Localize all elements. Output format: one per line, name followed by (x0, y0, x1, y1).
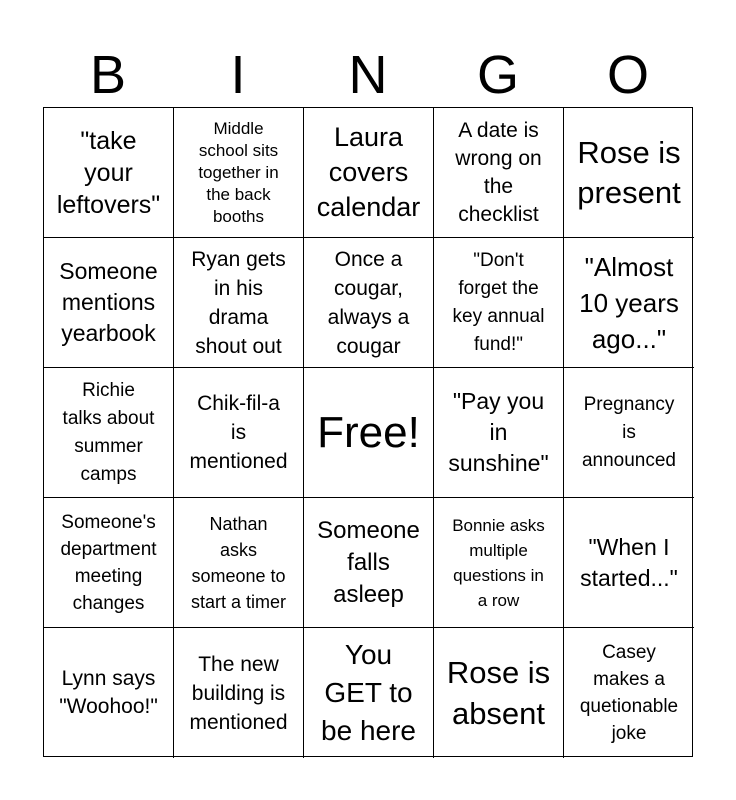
bingo-square[interactable]: Someone falls asleep (304, 498, 434, 628)
bingo-square[interactable]: Pregnancy is announced (564, 368, 694, 498)
bingo-square[interactable]: Rose is absent (434, 628, 564, 758)
bingo-square[interactable]: Lynn says "Woohoo!" (44, 628, 174, 758)
bingo-square[interactable]: Laura covers calendar (304, 108, 434, 238)
bingo-square[interactable]: Bonnie asks multiple questions in a row (434, 498, 564, 628)
bingo-square[interactable]: Ryan gets in his drama shout out (174, 238, 304, 368)
bingo-square[interactable]: "take your leftovers" (44, 108, 174, 238)
bingo-square[interactable]: Rose is present (564, 108, 694, 238)
bingo-square[interactable]: Chik-fil-a is mentioned (174, 368, 304, 498)
bingo-square[interactable]: Once a cougar, always a cougar (304, 238, 434, 368)
bingo-square[interactable]: Someone mentions yearbook (44, 238, 174, 368)
bingo-header (43, 44, 693, 106)
bingo-square[interactable]: Someone's department meeting changes (44, 498, 174, 628)
header-letter-n: N (348, 45, 388, 105)
bingo-square[interactable]: Casey makes a quetionable joke (579, 642, 679, 744)
bingo-square[interactable]: "Don't forget the key annual fund!" (434, 238, 564, 368)
free-space[interactable]: Free! (304, 368, 434, 498)
header-letter-i: I (230, 45, 246, 105)
bingo-square[interactable]: Nathan asks someone to start a timer (174, 498, 304, 628)
header-letter-o: O (606, 45, 649, 105)
bingo-square[interactable]: A date is wrong on the checklist (434, 108, 564, 238)
bingo-card-grid (43, 107, 693, 757)
header-letter-g: G (476, 45, 519, 105)
bingo-square[interactable]: "Pay you in sunshine" (434, 368, 564, 498)
bingo-square[interactable]: "Almost 10 years ago..." (564, 238, 694, 368)
bingo-square[interactable]: Middle school sits together in the back booths (174, 108, 304, 238)
bingo-square[interactable]: "When I started..." (564, 498, 694, 628)
bingo-square[interactable]: Richie talks about summer camps (44, 368, 174, 498)
header-letter-b: B (89, 45, 127, 105)
bingo-square[interactable]: You GET to be here (304, 628, 434, 758)
bingo-square[interactable]: The new building is mentioned (174, 628, 304, 758)
